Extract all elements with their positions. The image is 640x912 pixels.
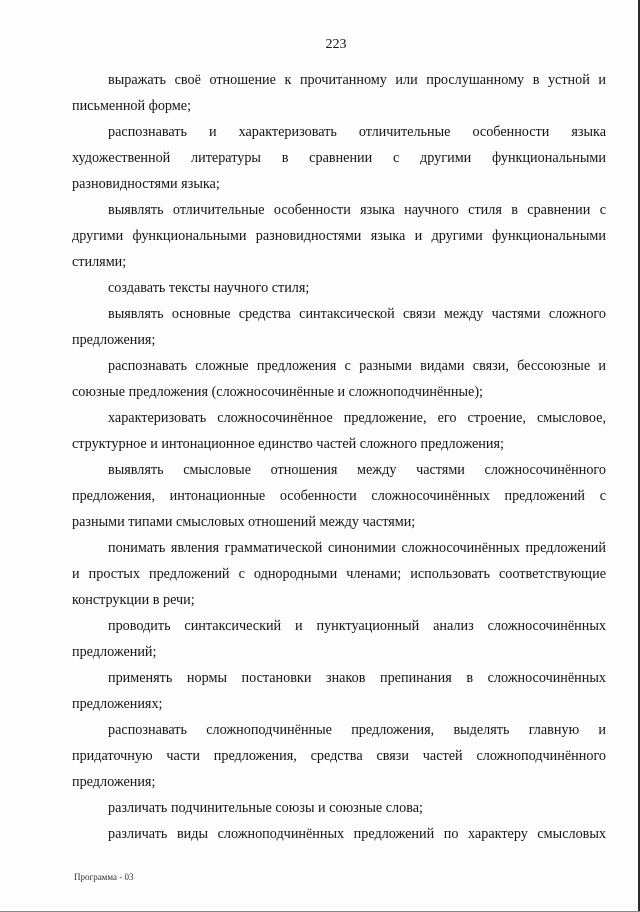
footer-program-label: Программа - 03 [74,872,134,882]
paragraph: применять нормы постановки знаков препинания в сложносочинённых предложениях; [72,670,606,712]
paragraph: выявлять смысловые отношения между частями сложносочинённого предложения, интонационные особенности сложносочинённых предложений с разными типами смысловых отношений между частями; [72,462,606,530]
page-number: 223 [325,37,347,52]
document-body [72,67,606,847]
paragraph: характеризовать сложносочинённое предложение, его строение, смысловое, структурное и интонационное единство частей сложного предложения; [72,410,606,452]
paragraph: распознавать сложноподчинённые предложения, выделять главную и придаточную части предложения, средства связи частей сложноподчинённого предложения; [72,722,606,790]
paragraph: выявлять основные средства синтаксической связи между частями сложного предложения; [72,306,606,348]
paragraph: выражать своё отношение к прочитанному или прослушанному в устной и письменной форме; [72,72,606,114]
paragraph: выявлять отличительные особенности языка научного стиля в сравнении с другими функциональными разновидностями языка и другими функциональными стилями; [72,202,606,270]
paragraph: понимать явления грамматической синонимии сложносочинённых предложений и простых предложений с однородными членами; использовать соответствующие конструкции в речи; [72,540,606,608]
paragraph: различать подчинительные союзы и союзные слова; [108,800,423,816]
paragraph: различать виды сложноподчинённых предложений по характеру смысловых [108,826,606,842]
paragraph: распознавать и характеризовать отличительные особенности языка художественной литературы в сравнении с другими функциональными разновидностями языка; [72,124,606,192]
paragraph: проводить синтаксический и пунктуационный анализ сложносочинённых предложений; [72,618,606,660]
paragraph: создавать тексты научного стиля; [108,280,310,296]
paragraph: распознавать сложные предложения с разными видами связи, бессоюзные и союзные предложения (сложносочинённые и сложноподчинённые); [72,358,606,400]
